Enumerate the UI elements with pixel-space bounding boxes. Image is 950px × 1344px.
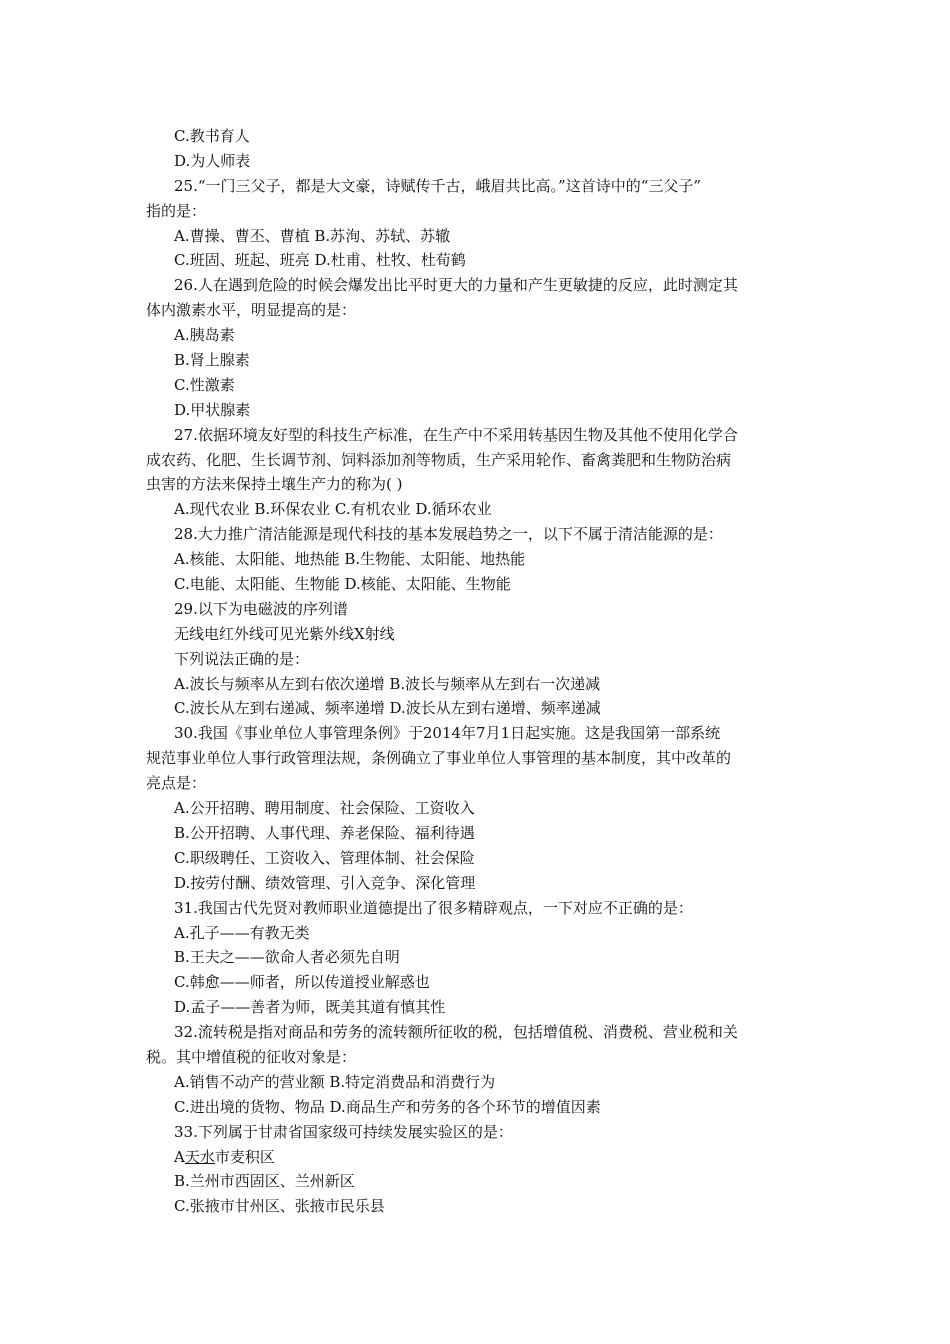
- text-line: C.进出境的货物、物品 D.商品生产和劳务的各个环节的增值因素: [174, 1097, 601, 1116]
- text-line: A.销售不动产的营业额 B.特定消费品和消费行为: [174, 1072, 496, 1091]
- option-label: A: [174, 1147, 185, 1166]
- text-line: 27.依据环境友好型的科技生产标准，在生产中不采用转基因生物及其他不使用化学合: [174, 425, 738, 444]
- text-line: 税。其中增值税的征收对象是：: [146, 1047, 357, 1066]
- text-line: A.孔子——有教无类: [174, 923, 310, 942]
- text-line: 32.流转税是指对商品和劳务的流转额所征收的税，包括增值税、消费税、营业税和关: [174, 1023, 738, 1042]
- text-line: C.张掖市甘州区、张掖市民乐县: [174, 1197, 385, 1216]
- text-line: [146, 1145, 812, 1170]
- text-line: 30.我国《事业单位人事管理条例》于2014年7月1日起实施。这是我国第一部系统: [174, 724, 721, 743]
- text-line: 无线电红外线可见光紫外线X射线: [174, 624, 395, 643]
- text-line: C.性激素: [174, 375, 235, 394]
- text-line: 29.以下为电磁波的序列谱: [174, 599, 348, 618]
- document-body: [146, 124, 812, 1219]
- text-line: D.为人师表: [174, 151, 251, 170]
- text-line: 26.人在遇到危险的时候会爆发出比平时更大的力量和产生更敏捷的反应，此时测定其: [174, 276, 738, 295]
- text-line: B.公开招聘、人事代理、养老保险、福利待遇: [174, 823, 475, 842]
- text-line: B.王夫之——欲命人者必须先自明: [174, 948, 400, 967]
- text-line: 28.大力推广清洁能源是现代科技的基本发展趋势之一，以下不属于清洁能源的是：: [174, 525, 723, 544]
- text-line: 31.我国古代先贤对教师职业道德提出了很多精辟观点，一下对应不正确的是：: [174, 898, 693, 917]
- text-line: C.波长从左到右递减、频率递增 D.波长从左到右递增、频率递减: [174, 699, 601, 718]
- option-text: 市麦积区: [214, 1147, 275, 1166]
- text-line: 下列说法正确的是：: [174, 649, 310, 668]
- text-line: 指的是：: [146, 201, 207, 220]
- text-line: D.按劳付酬、绩效管理、引入竞争、深化管理: [174, 873, 476, 892]
- text-line: 25.“一门三父子，都是大文豪，诗赋传千古，峨眉共比高。”这首诗中的“三父子”: [174, 176, 702, 195]
- text-line: A.现代农业 B.环保农业 C.有机农业 D.循环农业: [174, 500, 492, 519]
- text-line: C.班固、班起、班亮 D.杜甫、杜牧、杜荀鹤: [174, 251, 466, 270]
- text-line: A.公开招聘、聘用制度、社会保险、工资收入: [174, 799, 475, 818]
- text-line: 亮点是：: [146, 774, 207, 793]
- text-line: 成农药、化肥、生长调节剂、饲料添加剂等物质，生产采用轮作、畜禽粪肥和生物防治病: [146, 450, 732, 469]
- text-line: 规范事业单位人事行政管理法规，条例确立了事业单位人事管理的基本制度，其中改革的: [146, 749, 732, 768]
- text-line: D.孟子——善者为师，既美其道有慎其性: [174, 998, 446, 1017]
- text-line: D.甲状腺素: [174, 400, 251, 419]
- text-line: A.波长与频率从左到右依次递增 B.波长与频率从左到右一次递减: [174, 674, 601, 693]
- text-line: B.兰州市西固区、兰州新区: [174, 1172, 355, 1191]
- underlined-place-name: 天水: [184, 1147, 215, 1166]
- text-line: A.核能、太阳能、地热能 B.生物能、太阳能、地热能: [174, 550, 526, 569]
- text-line: C.韩愈——师者，所以传道授业解惑也: [174, 973, 430, 992]
- text-line: C.教书育人: [174, 127, 250, 145]
- text-line: 33.下列属于甘肃省国家级可持续发展实验区的是：: [174, 1122, 513, 1141]
- text-line: C.电能、太阳能、生物能 D.核能、太阳能、生物能: [174, 575, 511, 594]
- text-line: 虫害的方法来保持土壤生产力的称为( ): [146, 475, 403, 494]
- text-line: 体内激素水平，明显提高的是：: [146, 301, 357, 320]
- text-line: A.胰岛素: [174, 326, 235, 345]
- text-line: C.职级聘任、工资收入、管理体制、社会保险: [174, 848, 475, 867]
- text-line: B.肾上腺素: [174, 351, 250, 370]
- text-line: A.曹操、曹丕、曹植 B.苏洵、苏轼、苏辙: [174, 226, 451, 245]
